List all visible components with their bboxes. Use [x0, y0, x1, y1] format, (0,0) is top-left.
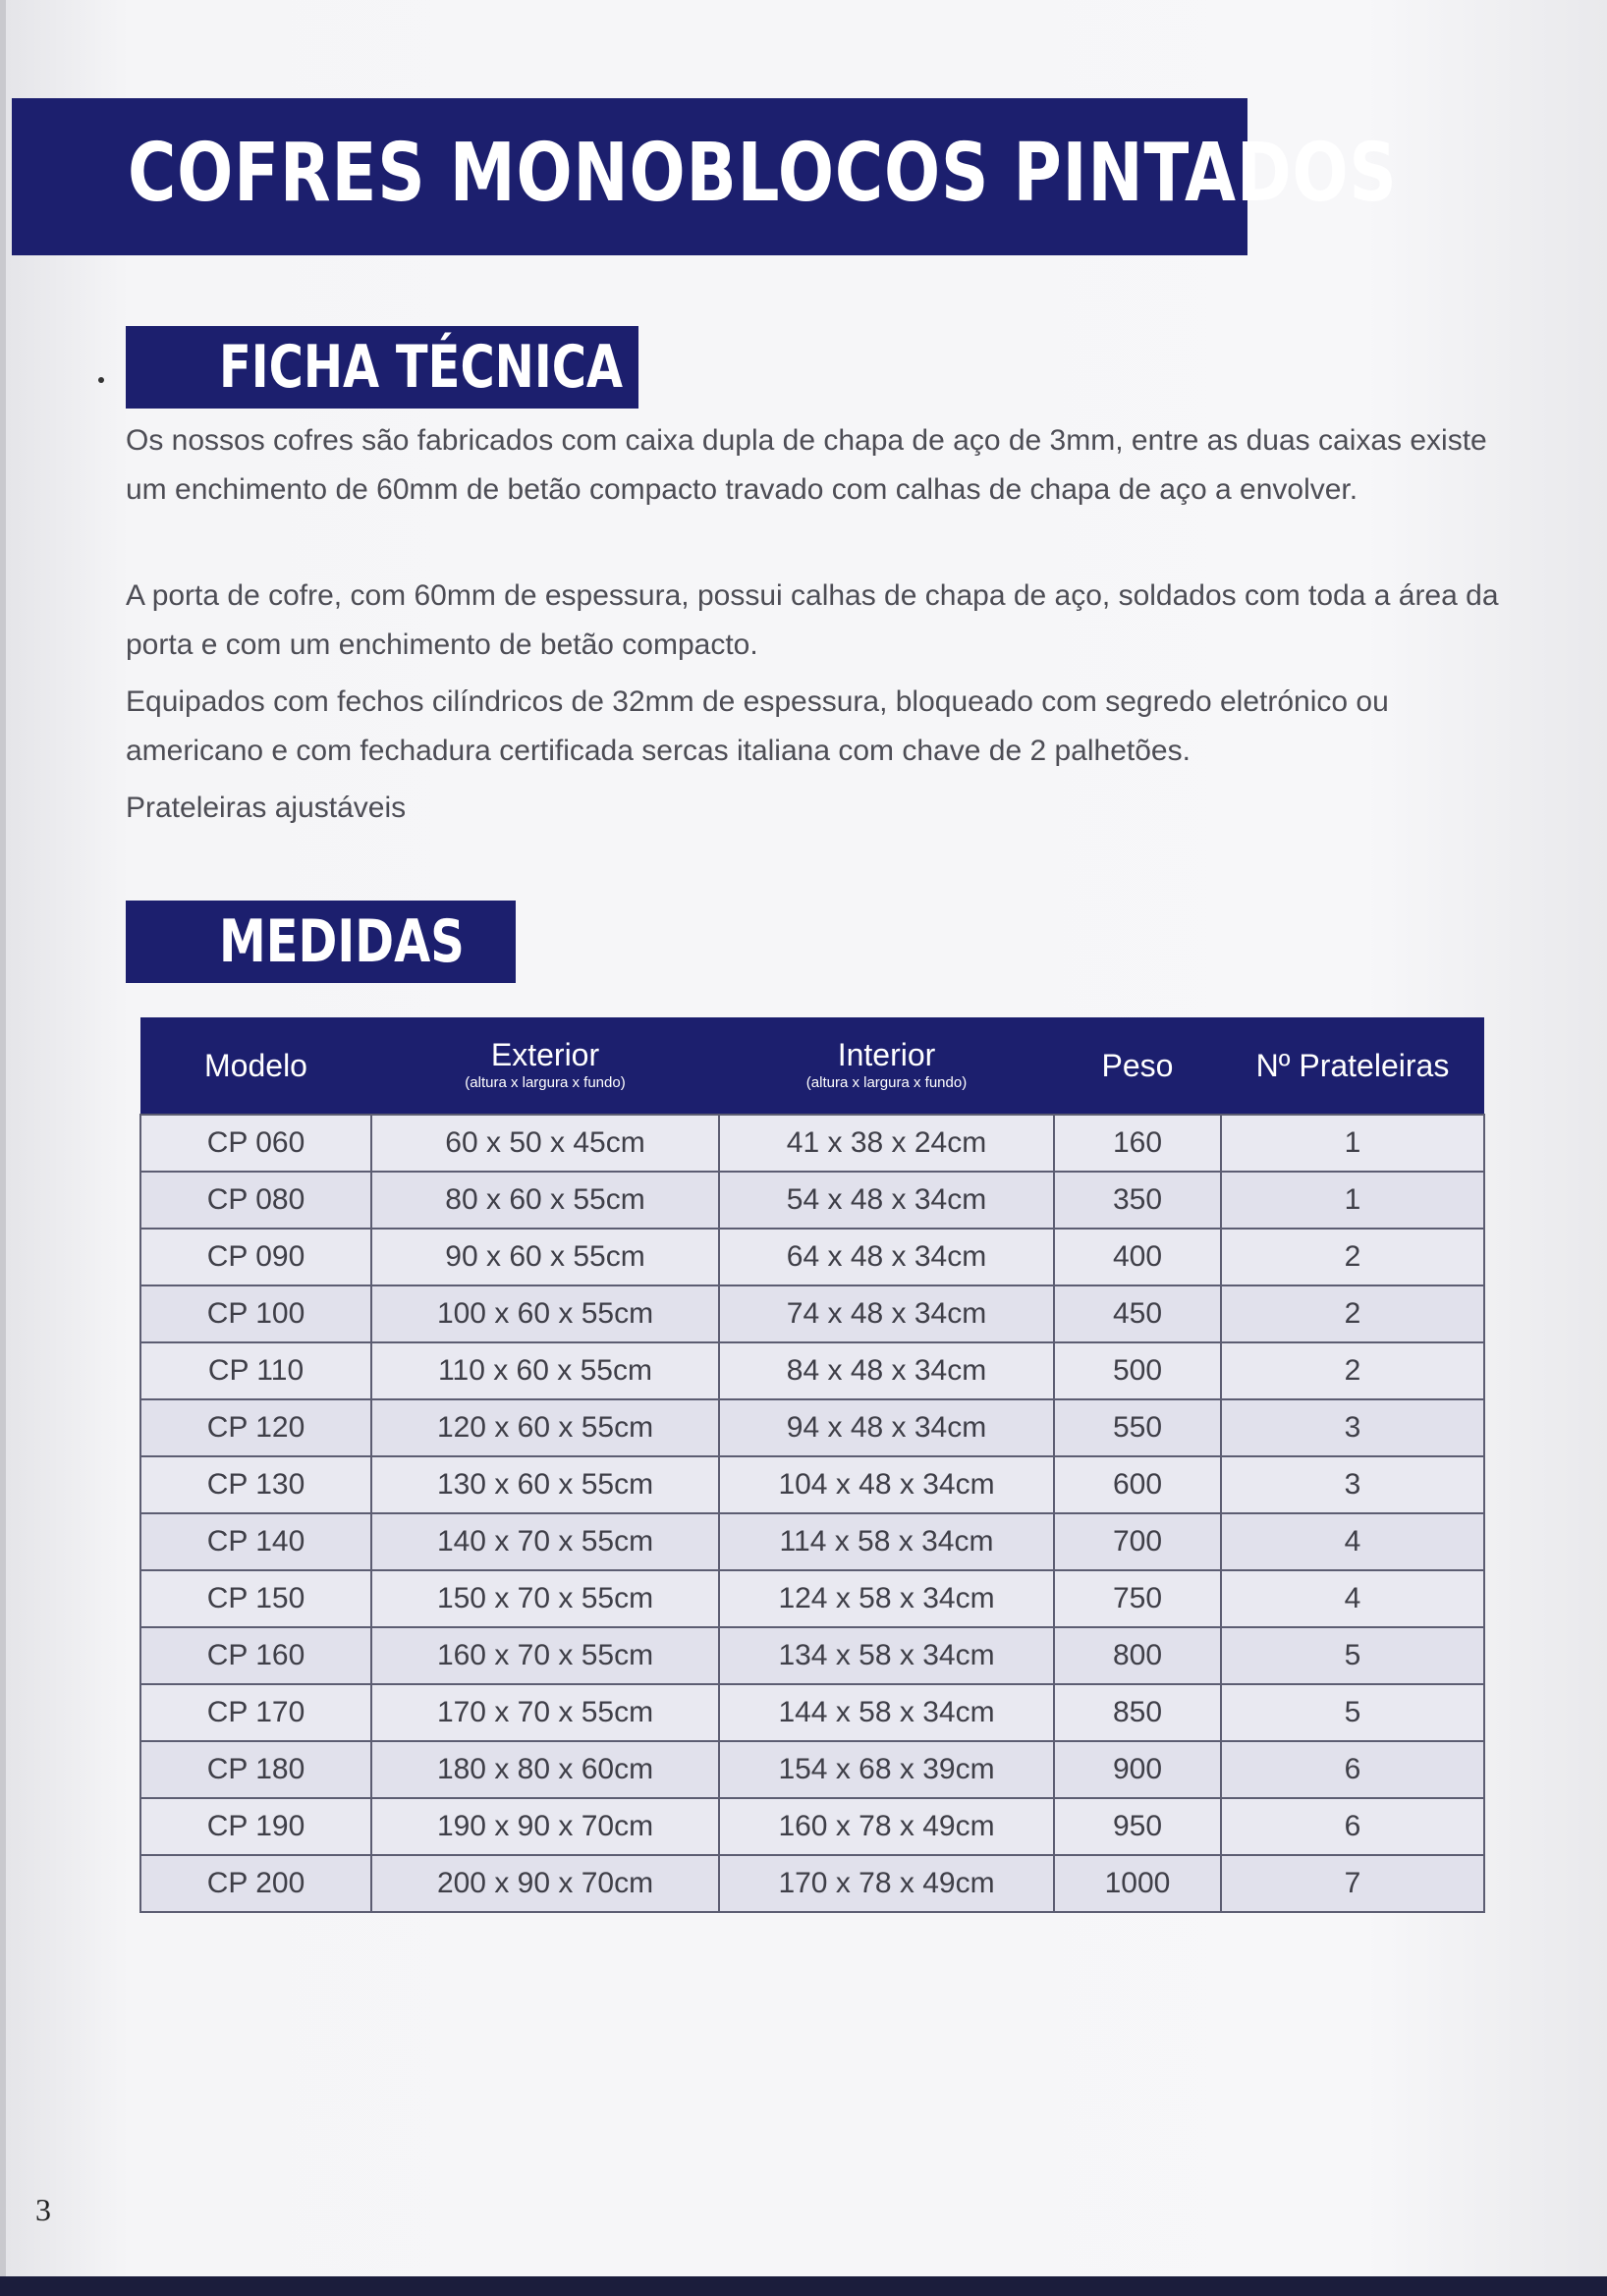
cell-interior: 160 x 78 x 49cm	[719, 1798, 1054, 1855]
cell-modelo: CP 170	[140, 1684, 371, 1741]
cell-exterior: 200 x 90 x 70cm	[371, 1855, 719, 1912]
medidas-banner	[126, 901, 516, 983]
cell-modelo: CP 190	[140, 1798, 371, 1855]
cell-peso: 350	[1054, 1172, 1221, 1229]
medidas-heading: MEDIDAS	[219, 907, 465, 976]
cell-exterior: 180 x 80 x 60cm	[371, 1741, 719, 1798]
cell-peso: 400	[1054, 1229, 1221, 1285]
column-header-prateleiras: Nº Prateleiras	[1221, 1017, 1484, 1115]
table-row	[140, 1342, 1484, 1399]
bottom-rule	[0, 2276, 1607, 2296]
cell-interior: 154 x 68 x 39cm	[719, 1741, 1054, 1798]
cell-modelo: CP 200	[140, 1855, 371, 1912]
cell-exterior: 160 x 70 x 55cm	[371, 1627, 719, 1684]
table-row	[140, 1172, 1484, 1229]
cell-prateleiras: 2	[1221, 1285, 1484, 1342]
cell-prateleiras: 5	[1221, 1627, 1484, 1684]
cell-peso: 550	[1054, 1399, 1221, 1456]
table-row	[140, 1399, 1484, 1456]
cell-prateleiras: 3	[1221, 1456, 1484, 1513]
cell-modelo: CP 120	[140, 1399, 371, 1456]
cell-exterior: 120 x 60 x 55cm	[371, 1399, 719, 1456]
column-header-exterior: Exterior (altura x largura x fundo)	[371, 1017, 719, 1115]
table-body	[140, 1115, 1484, 1912]
cell-interior: 74 x 48 x 34cm	[719, 1285, 1054, 1342]
medidas-table	[139, 1017, 1485, 1913]
cell-interior: 144 x 58 x 34cm	[719, 1684, 1054, 1741]
cell-peso: 450	[1054, 1285, 1221, 1342]
cell-exterior: 190 x 90 x 70cm	[371, 1798, 719, 1855]
cell-prateleiras: 2	[1221, 1342, 1484, 1399]
cell-prateleiras: 4	[1221, 1513, 1484, 1570]
cell-interior: 104 x 48 x 34cm	[719, 1456, 1054, 1513]
column-header-interior: Interior (altura x largura x fundo)	[719, 1017, 1054, 1115]
cell-interior: 64 x 48 x 34cm	[719, 1229, 1054, 1285]
cell-exterior: 150 x 70 x 55cm	[371, 1570, 719, 1627]
column-header-peso: Peso	[1054, 1017, 1221, 1115]
cell-interior: 124 x 58 x 34cm	[719, 1570, 1054, 1627]
cell-peso: 950	[1054, 1798, 1221, 1855]
table-row	[140, 1798, 1484, 1855]
cell-interior: 94 x 48 x 34cm	[719, 1399, 1054, 1456]
table-row	[140, 1285, 1484, 1342]
ficha-paragraph-1: Os nossos cofres são fabricados com caixa dupla de chapa de aço de 3mm, entre as duas caixas existe um enchimento de 60mm de betão compacto travado com calhas de chapa de aço a envolver.	[126, 424, 1487, 506]
cell-exterior: 130 x 60 x 55cm	[371, 1456, 719, 1513]
table-row	[140, 1229, 1484, 1285]
cell-exterior: 80 x 60 x 55cm	[371, 1172, 719, 1229]
cell-peso: 850	[1054, 1684, 1221, 1741]
cell-prateleiras: 1	[1221, 1172, 1484, 1229]
cell-interior: 54 x 48 x 34cm	[719, 1172, 1054, 1229]
ficha-tecnica-heading: FICHA TÉCNICA	[219, 333, 624, 402]
cell-peso: 160	[1054, 1115, 1221, 1172]
cell-interior: 41 x 38 x 24cm	[719, 1115, 1054, 1172]
cell-prateleiras: 6	[1221, 1741, 1484, 1798]
cell-peso: 700	[1054, 1513, 1221, 1570]
cell-modelo: CP 060	[140, 1115, 371, 1172]
cell-modelo: CP 140	[140, 1513, 371, 1570]
ficha-paragraph-3: Equipados com fechos cilíndricos de 32mm de espessura, bloqueado com segredo eletrónico ou americano e com fechadura certificada sercas italiana com chave de 2 palhetões.	[126, 685, 1389, 767]
table-row	[140, 1115, 1484, 1172]
cell-peso: 500	[1054, 1342, 1221, 1399]
bullet-dot	[98, 377, 104, 383]
cell-interior: 84 x 48 x 34cm	[719, 1342, 1054, 1399]
table-row	[140, 1456, 1484, 1513]
ficha-tecnica-banner	[126, 326, 638, 409]
cell-modelo: CP 150	[140, 1570, 371, 1627]
cell-peso: 900	[1054, 1741, 1221, 1798]
cell-prateleiras: 4	[1221, 1570, 1484, 1627]
cell-exterior: 170 x 70 x 55cm	[371, 1684, 719, 1741]
cell-prateleiras: 5	[1221, 1684, 1484, 1741]
page-title: COFRES MONOBLOCOS PINTADOS	[128, 127, 1398, 220]
column-header-modelo: Modelo	[140, 1017, 371, 1115]
cell-exterior: 110 x 60 x 55cm	[371, 1342, 719, 1399]
cell-exterior: 140 x 70 x 55cm	[371, 1513, 719, 1570]
cell-prateleiras: 2	[1221, 1229, 1484, 1285]
cell-prateleiras: 3	[1221, 1399, 1484, 1456]
cell-modelo: CP 110	[140, 1342, 371, 1399]
cell-peso: 800	[1054, 1627, 1221, 1684]
cell-modelo: CP 100	[140, 1285, 371, 1342]
cell-modelo: CP 080	[140, 1172, 371, 1229]
table-row	[140, 1570, 1484, 1627]
page-number: 3	[35, 2192, 51, 2227]
cell-interior: 134 x 58 x 34cm	[719, 1627, 1054, 1684]
cell-interior: 114 x 58 x 34cm	[719, 1513, 1054, 1570]
table-header-row	[140, 1017, 1484, 1115]
ficha-paragraph-2: A porta de cofre, com 60mm de espessura, possui calhas de chapa de aço, soldados com toda a área da porta e com um enchimento de betão compacto.	[126, 579, 1499, 661]
medidas-table-container	[139, 1017, 1483, 1913]
cell-prateleiras: 1	[1221, 1115, 1484, 1172]
ficha-paragraph-4: Prateleiras ajustáveis	[126, 792, 407, 824]
table-row	[140, 1741, 1484, 1798]
cell-peso: 1000	[1054, 1855, 1221, 1912]
table-row	[140, 1684, 1484, 1741]
cell-peso: 750	[1054, 1570, 1221, 1627]
cell-modelo: CP 160	[140, 1627, 371, 1684]
cell-prateleiras: 6	[1221, 1798, 1484, 1855]
cell-exterior: 90 x 60 x 55cm	[371, 1229, 719, 1285]
table-row	[140, 1855, 1484, 1912]
cell-modelo: CP 090	[140, 1229, 371, 1285]
table-row	[140, 1513, 1484, 1570]
page-edge	[0, 0, 6, 2296]
cell-prateleiras: 7	[1221, 1855, 1484, 1912]
cell-modelo: CP 180	[140, 1741, 371, 1798]
cell-interior: 170 x 78 x 49cm	[719, 1855, 1054, 1912]
cell-modelo: CP 130	[140, 1456, 371, 1513]
cell-exterior: 60 x 50 x 45cm	[371, 1115, 719, 1172]
cell-peso: 600	[1054, 1456, 1221, 1513]
cell-exterior: 100 x 60 x 55cm	[371, 1285, 719, 1342]
table-row	[140, 1627, 1484, 1684]
